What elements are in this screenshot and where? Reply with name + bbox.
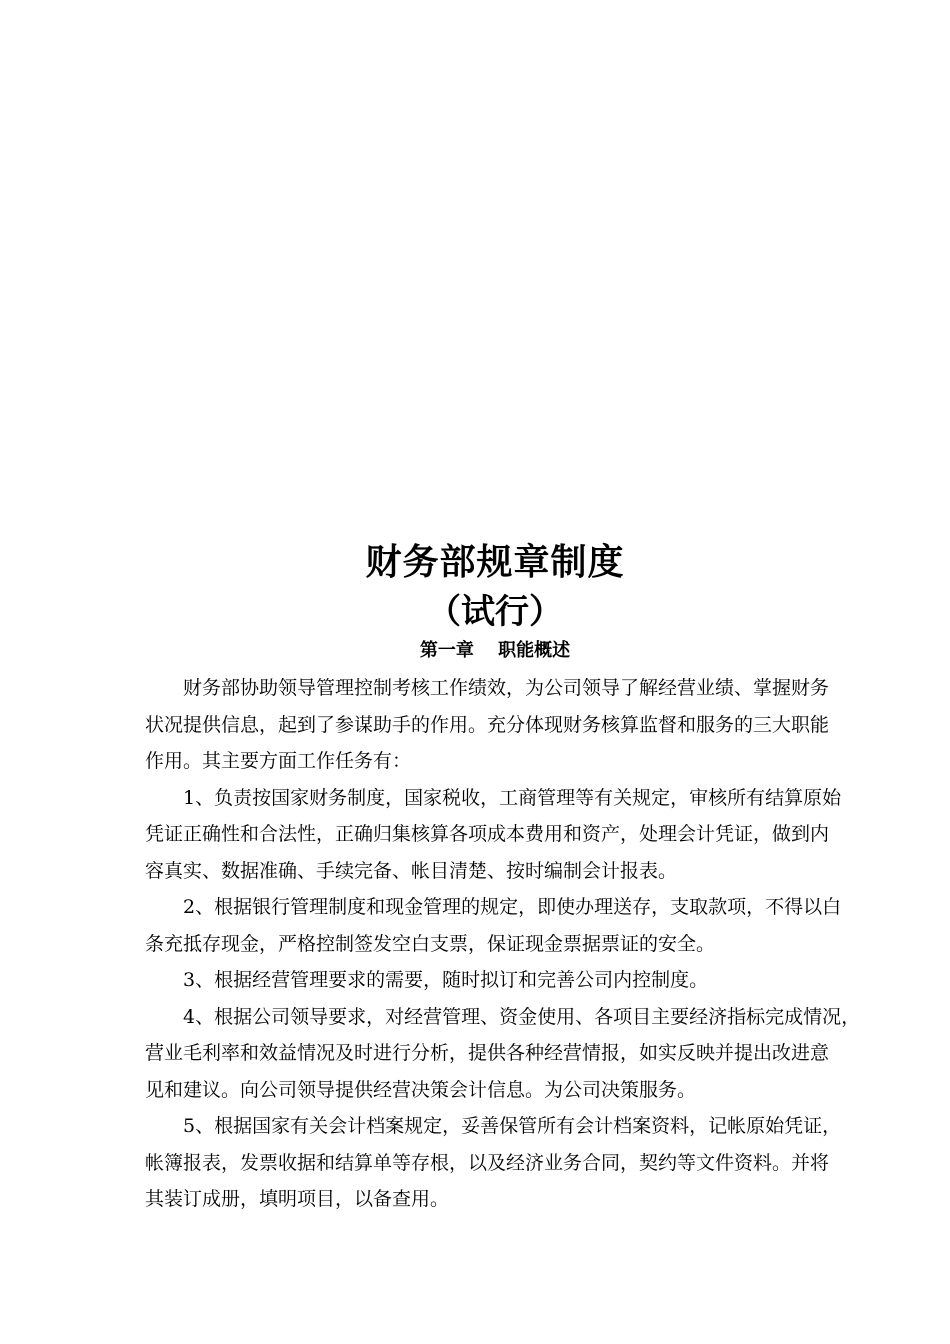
paragraph-item-5 bbox=[145, 1108, 857, 1218]
paragraph-line: 帐簿报表，发票收据和结算单等存根，以及经济业务合同，契约等文件资料。并将 bbox=[145, 1151, 830, 1174]
paragraph-line: 条充抵存现金，严格控制签发空白支票，保证现金票据票证的安全。 bbox=[145, 932, 716, 955]
paragraph-line: 作用。其主要方面工作任务有： bbox=[145, 750, 412, 772]
paragraph-item-4 bbox=[145, 999, 861, 1109]
paragraph-line: 凭证正确性和合法性，正确归集核算各项成本费用和资产，处理会计凭证，做到内 bbox=[145, 823, 830, 845]
paragraph-line: 3、根据经营管理要求的需要，随时拟订和完善公司内控制度。 bbox=[183, 969, 709, 991]
chapter-title: 第一章 职能概述 bbox=[419, 640, 571, 661]
paragraph-line: 状况提供信息，起到了参谋助手的作用。充分体现财务核算监督和服务的三大职能 bbox=[145, 713, 830, 736]
paragraph-line: 其装订成册，填明项目，以备查用。 bbox=[145, 1188, 450, 1210]
paragraph-line: 营业毛利率和效益情况及时进行分析，提供各种经营情报，如实反映并提出改进意 bbox=[145, 1042, 830, 1064]
document-subtitle: （试行） bbox=[427, 592, 563, 632]
document-title: 财务部规章制度 bbox=[365, 541, 625, 583]
paragraph-line: 1、负责按国家财务制度，国家税收，工商管理等有关规定，审核所有结算原始 bbox=[183, 786, 842, 809]
paragraph-item-2 bbox=[145, 889, 857, 962]
paragraph-line: 财务部协助领导管理控制考核工作绩效，为公司领导了解经营业绩、掌握财务 bbox=[183, 677, 830, 699]
paragraph-line: 容真实、数据准确、手续完备、帐目清楚、按时编制会计报表。 bbox=[145, 859, 678, 882]
paragraph-line: 5、根据国家有关会计档案规定，妥善保管所有会计档案资料，记帐原始凭证， bbox=[183, 1115, 842, 1137]
paragraph-line: 4、根据公司领导要求，对经营管理、资金使用、各项目主要经济指标完成情况， bbox=[183, 1005, 861, 1028]
paragraph-line: 见和建议。向公司领导提供经营决策会计信息。为公司决策服务。 bbox=[145, 1078, 697, 1101]
document-body bbox=[145, 670, 861, 1218]
paragraph-item-3 bbox=[145, 962, 857, 999]
paragraph-item-1 bbox=[145, 780, 857, 890]
title-block bbox=[0, 536, 950, 666]
paragraph-intro bbox=[145, 670, 857, 780]
paragraph-line: 2、根据银行管理制度和现金管理的规定，即使办理送存，支取款项，不得以白 bbox=[183, 896, 842, 918]
